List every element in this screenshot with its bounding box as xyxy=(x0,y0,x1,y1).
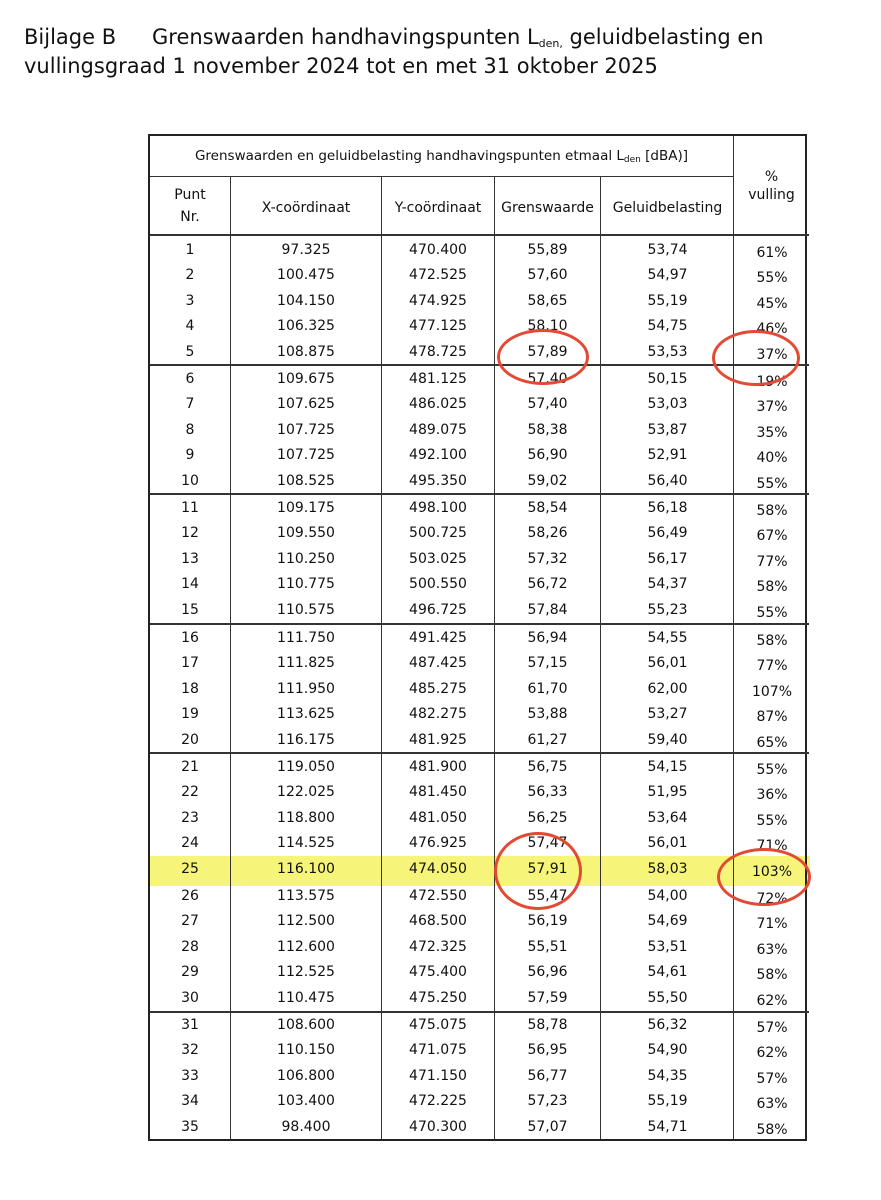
grenswaarde: 57,07 xyxy=(527,1118,568,1135)
table-row xyxy=(150,781,805,806)
grenswaarde: 56,90 xyxy=(527,447,568,464)
vulling-percent: 87% xyxy=(756,709,788,726)
x-coordinate: 98.400 xyxy=(281,1118,331,1135)
geluidbelasting: 62,00 xyxy=(647,680,688,697)
geluidbelasting: 58,03 xyxy=(647,860,688,877)
punt-header-line2: Nr. xyxy=(180,209,200,225)
x-coordinate: 112.600 xyxy=(277,938,335,955)
punt-nr: 2 xyxy=(185,267,195,284)
vulling-percent: 67% xyxy=(756,528,788,545)
x-coordinate: 112.500 xyxy=(277,913,335,930)
x-coordinate: 113.625 xyxy=(277,706,335,723)
grenswaarde: 57,60 xyxy=(527,267,568,284)
x-coordinate: 104.150 xyxy=(277,292,335,309)
punt-nr: 31 xyxy=(181,1017,199,1033)
geluidbelasting: 50,15 xyxy=(647,371,688,387)
annotation-circle-vulling-5 xyxy=(712,330,800,386)
x-coordinate: 106.325 xyxy=(277,318,335,335)
geluidbelasting: 54,61 xyxy=(647,964,688,981)
punt-nr: 18 xyxy=(181,680,199,697)
table-row xyxy=(150,1090,805,1115)
table-row xyxy=(150,729,805,754)
y-coordinate: 496.725 xyxy=(409,601,467,618)
x-coordinate: 108.875 xyxy=(277,343,335,360)
y-coordinate: 481.125 xyxy=(409,371,467,387)
grenswaarde: 58,10 xyxy=(527,318,568,335)
table-row xyxy=(150,341,805,366)
vulling-percent: 19% xyxy=(756,374,788,390)
y-coordinate: 485.275 xyxy=(409,680,467,697)
x-coordinate: 108.600 xyxy=(277,1017,335,1033)
grenswaarde: 57,91 xyxy=(527,860,568,877)
y-coordinate: 481.900 xyxy=(409,759,467,775)
punt-nr: 7 xyxy=(185,396,195,413)
grenswaarde: 57,32 xyxy=(527,550,568,567)
geluidbelasting: 54,69 xyxy=(647,913,688,930)
column-header-geluidbelasting: Geluidbelasting xyxy=(612,200,723,216)
punt-nr: 12 xyxy=(181,525,199,542)
annotation-circle-vulling-25 xyxy=(717,848,811,906)
punt-nr: 9 xyxy=(185,447,195,464)
table-row xyxy=(150,315,805,340)
table-row xyxy=(150,858,805,883)
table-row xyxy=(150,368,805,393)
punt-nr: 22 xyxy=(181,784,199,801)
annotation-circle-grenswaarde-25 xyxy=(494,832,582,910)
y-coordinate: 475.250 xyxy=(409,989,467,1006)
table-row xyxy=(150,419,805,444)
geluidbelasting: 54,90 xyxy=(647,1042,688,1059)
vulling-percent: 37% xyxy=(756,399,788,416)
vulling-percent: 46% xyxy=(756,321,788,338)
punt-nr: 3 xyxy=(185,292,195,309)
heading-title-part1: Grenswaarden handhavingspunten L xyxy=(152,25,539,49)
table-row xyxy=(150,1065,805,1090)
annotation-circle-grenswaarde-5 xyxy=(497,329,589,385)
x-coordinate: 103.400 xyxy=(277,1093,335,1110)
header-divider xyxy=(150,234,809,236)
grenswaarde: 61,27 xyxy=(527,731,568,748)
x-coordinate: 97.325 xyxy=(281,242,331,258)
grenswaarde: 57,23 xyxy=(527,1093,568,1110)
punt-nr: 35 xyxy=(181,1118,199,1135)
vulling-percent: 40% xyxy=(756,450,788,467)
geluidbelasting: 54,15 xyxy=(647,759,688,775)
y-coordinate: 470.300 xyxy=(409,1118,467,1135)
table-row xyxy=(150,497,805,522)
vulling-header xyxy=(734,168,809,204)
y-coordinate: 476.925 xyxy=(409,835,467,852)
vulling-percent: 62% xyxy=(756,1045,788,1062)
table-row xyxy=(150,885,805,910)
grenswaarde: 53,88 xyxy=(527,706,568,723)
geluidbelasting: 53,74 xyxy=(647,242,688,258)
table-row xyxy=(150,573,805,598)
x-coordinate: 107.725 xyxy=(277,447,335,464)
x-coordinate: 110.575 xyxy=(277,601,335,618)
y-coordinate: 477.125 xyxy=(409,318,467,335)
vulling-percent: 55% xyxy=(756,604,788,621)
x-coordinate: 110.475 xyxy=(277,989,335,1006)
punt-nr: 8 xyxy=(185,421,195,438)
grenswaarde: 58,78 xyxy=(527,1017,568,1033)
y-coordinate: 472.550 xyxy=(409,888,467,904)
grenswaarde: 57,59 xyxy=(527,989,568,1006)
table-row xyxy=(150,987,805,1012)
vulling-percent: 63% xyxy=(756,941,788,958)
y-coordinate: 491.425 xyxy=(409,630,467,646)
table-row xyxy=(150,756,805,781)
vulling-percent: 103% xyxy=(751,863,793,880)
punt-nr: 15 xyxy=(181,601,199,618)
punt-nr: 4 xyxy=(185,318,195,335)
x-coordinate: 112.525 xyxy=(277,964,335,981)
punt-nr: 33 xyxy=(181,1067,199,1084)
table-row xyxy=(150,470,805,495)
vulling-percent: 55% xyxy=(756,270,788,287)
page-heading xyxy=(24,26,864,77)
column-header-y: Y-coördinaat xyxy=(394,200,482,216)
grenswaarde: 57,40 xyxy=(527,396,568,413)
geluidbelasting: 54,71 xyxy=(647,1118,688,1135)
punt-nr: 28 xyxy=(181,938,199,955)
y-coordinate: 489.075 xyxy=(409,421,467,438)
vulling-percent: 55% xyxy=(756,475,788,492)
grenswaarde: 56,77 xyxy=(527,1067,568,1084)
vulling-percent: 58% xyxy=(756,579,788,596)
x-coordinate: 111.825 xyxy=(277,655,335,672)
table-row xyxy=(150,1039,805,1064)
column-header-punt xyxy=(150,184,230,228)
vulling-percent: 55% xyxy=(756,812,788,829)
vulling-percent: 58% xyxy=(756,1121,788,1138)
y-coordinate: 471.075 xyxy=(409,1042,467,1059)
vulling-percent: 37% xyxy=(756,346,788,363)
geluidbelasting: 53,53 xyxy=(647,343,688,360)
x-coordinate: 108.525 xyxy=(277,472,335,489)
x-coordinate: 100.475 xyxy=(277,267,335,284)
vulling-percent: 58% xyxy=(756,967,788,984)
geluidbelasting: 55,23 xyxy=(647,601,688,618)
geluidbelasting: 54,35 xyxy=(647,1067,688,1084)
y-coordinate: 481.450 xyxy=(409,784,467,801)
y-coordinate: 486.025 xyxy=(409,396,467,413)
vulling-percent: 55% xyxy=(756,762,788,778)
y-coordinate: 500.725 xyxy=(409,525,467,542)
geluidbelasting: 56,18 xyxy=(647,500,688,516)
punt-nr: 27 xyxy=(181,913,199,930)
geluidbelasting: 59,40 xyxy=(647,731,688,748)
grenswaarde: 57,84 xyxy=(527,601,568,618)
heading-title-sub: den, xyxy=(538,37,563,50)
grenswaarde: 57,47 xyxy=(527,835,568,852)
table-row xyxy=(150,910,805,935)
x-coordinate: 116.175 xyxy=(277,731,335,748)
vulling-percent: 36% xyxy=(756,787,788,804)
x-coordinate: 106.800 xyxy=(277,1067,335,1084)
punt-nr: 5 xyxy=(185,343,195,360)
punt-nr: 17 xyxy=(181,655,199,672)
grenswaarde: 57,40 xyxy=(527,371,568,387)
table-row xyxy=(150,936,805,961)
y-coordinate: 481.925 xyxy=(409,731,467,748)
table-row xyxy=(150,807,805,832)
grenswaarde: 56,33 xyxy=(527,784,568,801)
punt-nr: 25 xyxy=(181,860,199,877)
y-coordinate: 492.100 xyxy=(409,447,467,464)
grenswaarde: 56,75 xyxy=(527,759,568,775)
y-coordinate: 468.500 xyxy=(409,913,467,930)
x-coordinate: 119.050 xyxy=(277,759,335,775)
x-coordinate: 110.775 xyxy=(277,576,335,593)
vulling-percent: 57% xyxy=(756,1020,788,1036)
x-coordinate: 116.100 xyxy=(277,860,335,877)
punt-nr: 26 xyxy=(181,888,199,904)
y-coordinate: 475.400 xyxy=(409,964,467,981)
x-coordinate: 111.750 xyxy=(277,630,335,646)
y-coordinate: 482.275 xyxy=(409,706,467,723)
grenswaarde: 61,70 xyxy=(527,680,568,697)
geluidbelasting: 52,91 xyxy=(647,447,688,464)
punt-nr: 23 xyxy=(181,809,199,826)
vulling-percent: 62% xyxy=(756,992,788,1009)
geluidbelasting: 54,97 xyxy=(647,267,688,284)
geluidbelasting: 54,55 xyxy=(647,630,688,646)
table-row xyxy=(150,522,805,547)
grenswaarde: 55,51 xyxy=(527,938,568,955)
punt-nr: 21 xyxy=(181,759,199,775)
caption-divider xyxy=(150,176,733,177)
table-row xyxy=(150,678,805,703)
punt-nr: 24 xyxy=(181,835,199,852)
punt-header-line1: Punt xyxy=(174,187,206,203)
caption-part2: [dBA)] xyxy=(640,148,689,164)
x-coordinate: 109.550 xyxy=(277,525,335,542)
x-coordinate: 111.950 xyxy=(277,680,335,697)
geluidbelasting: 55,19 xyxy=(647,1093,688,1110)
y-coordinate: 470.400 xyxy=(409,242,467,258)
x-coordinate: 122.025 xyxy=(277,784,335,801)
table-row xyxy=(150,1116,805,1141)
punt-nr: 16 xyxy=(181,630,199,646)
table-row xyxy=(150,393,805,418)
punt-nr: 6 xyxy=(185,371,195,387)
geluidbelasting: 53,27 xyxy=(647,706,688,723)
geluidbelasting: 56,17 xyxy=(647,550,688,567)
column-header-x: X-coördinaat xyxy=(261,200,351,216)
punt-nr: 34 xyxy=(181,1093,199,1110)
grenswaarde: 57,15 xyxy=(527,655,568,672)
x-coordinate: 109.175 xyxy=(277,500,335,516)
y-coordinate: 472.225 xyxy=(409,1093,467,1110)
y-coordinate: 478.725 xyxy=(409,343,467,360)
grenswaarde: 56,72 xyxy=(527,576,568,593)
punt-nr: 1 xyxy=(185,242,195,258)
geluidbelasting: 54,75 xyxy=(647,318,688,335)
caption-part1: Grenswaarden en geluidbelasting handhavingspunten etmaal L xyxy=(194,148,624,164)
vulling-percent: 63% xyxy=(756,1096,788,1113)
y-coordinate: 498.100 xyxy=(409,500,467,516)
x-coordinate: 113.575 xyxy=(277,888,335,904)
punt-nr: 13 xyxy=(181,550,199,567)
x-coordinate: 110.150 xyxy=(277,1042,335,1059)
geluidbelasting: 56,01 xyxy=(647,655,688,672)
y-coordinate: 474.925 xyxy=(409,292,467,309)
grenswaarde: 58,54 xyxy=(527,500,568,516)
x-coordinate: 114.525 xyxy=(277,835,335,852)
geluidbelasting: 56,32 xyxy=(647,1017,688,1033)
y-coordinate: 503.025 xyxy=(409,550,467,567)
heading-title-part2: geluidbelasting en vullingsgraad 1 november 2024 tot en met 31 oktober 2025 xyxy=(24,25,764,78)
caption-sub: den xyxy=(623,155,641,165)
punt-nr: 32 xyxy=(181,1042,199,1059)
appendix-label: Bijlage B xyxy=(24,25,117,49)
vulling-percent: 35% xyxy=(756,424,788,441)
grenswaarde: 58,38 xyxy=(527,421,568,438)
table-row xyxy=(150,444,805,469)
vulling-header-percent: % xyxy=(764,169,779,185)
grenswaarde: 56,94 xyxy=(527,630,568,646)
vulling-percent: 58% xyxy=(756,503,788,519)
grenswaarde: 59,02 xyxy=(527,472,568,489)
y-coordinate: 471.150 xyxy=(409,1067,467,1084)
punt-nr: 30 xyxy=(181,989,199,1006)
grenswaarde: 56,96 xyxy=(527,964,568,981)
table-row xyxy=(150,961,805,986)
x-coordinate: 107.625 xyxy=(277,396,335,413)
vulling-header-label: vulling xyxy=(748,187,795,203)
geluidbelasting: 53,03 xyxy=(647,396,688,413)
vulling-percent: 107% xyxy=(751,683,793,700)
geluidbelasting: 53,87 xyxy=(647,421,688,438)
x-coordinate: 109.675 xyxy=(277,371,335,387)
vulling-percent: 57% xyxy=(756,1070,788,1087)
grenswaarde: 56,95 xyxy=(527,1042,568,1059)
punt-nr: 10 xyxy=(181,472,199,489)
y-coordinate: 495.350 xyxy=(409,472,467,489)
punt-nr: 11 xyxy=(181,500,199,516)
y-coordinate: 472.525 xyxy=(409,267,467,284)
table-row xyxy=(150,290,805,315)
geluidbelasting: 56,01 xyxy=(647,835,688,852)
table-row xyxy=(150,627,805,652)
column-header-grenswaarde: Grenswaarde xyxy=(501,200,594,216)
vulling-percent: 72% xyxy=(756,891,788,907)
geluidbelasting: 51,95 xyxy=(647,784,688,801)
punt-nr: 19 xyxy=(181,706,199,723)
vulling-percent: 77% xyxy=(756,658,788,675)
geluidbelasting: 54,00 xyxy=(647,888,688,904)
grenswaarde: 56,25 xyxy=(527,809,568,826)
grenswaarde: 55,89 xyxy=(527,242,568,258)
grenswaarde: 55,47 xyxy=(527,888,568,904)
x-coordinate: 107.725 xyxy=(277,421,335,438)
geluidbelasting: 54,37 xyxy=(647,576,688,593)
table-row xyxy=(150,1014,805,1039)
y-coordinate: 500.550 xyxy=(409,576,467,593)
table-row xyxy=(150,703,805,728)
y-coordinate: 481.050 xyxy=(409,809,467,826)
table-row xyxy=(150,264,805,289)
y-coordinate: 474.050 xyxy=(409,860,467,877)
table-row xyxy=(150,239,805,264)
limits-table xyxy=(148,134,807,1141)
x-coordinate: 118.800 xyxy=(277,809,335,826)
grenswaarde: 58,65 xyxy=(527,292,568,309)
x-coordinate: 110.250 xyxy=(277,550,335,567)
vulling-percent: 71% xyxy=(756,838,788,855)
table-row xyxy=(150,652,805,677)
punt-nr: 29 xyxy=(181,964,199,981)
punt-nr: 14 xyxy=(181,576,199,593)
grenswaarde: 57,89 xyxy=(527,343,568,360)
table-caption xyxy=(150,148,733,165)
vulling-percent: 45% xyxy=(756,295,788,312)
geluidbelasting: 55,50 xyxy=(647,989,688,1006)
geluidbelasting: 56,40 xyxy=(647,472,688,489)
vulling-percent: 71% xyxy=(756,916,788,933)
table-row xyxy=(150,548,805,573)
geluidbelasting: 55,19 xyxy=(647,292,688,309)
grenswaarde: 58,26 xyxy=(527,525,568,542)
table-row xyxy=(150,599,805,624)
geluidbelasting: 56,49 xyxy=(647,525,688,542)
vulling-percent: 61% xyxy=(756,245,788,261)
punt-nr: 20 xyxy=(181,731,199,748)
vulling-percent: 77% xyxy=(756,553,788,570)
table-row xyxy=(150,832,805,857)
vulling-percent: 65% xyxy=(756,734,788,751)
grenswaarde: 56,19 xyxy=(527,913,568,930)
y-coordinate: 475.075 xyxy=(409,1017,467,1033)
y-coordinate: 472.325 xyxy=(409,938,467,955)
geluidbelasting: 53,51 xyxy=(647,938,688,955)
vulling-percent: 58% xyxy=(756,633,788,649)
y-coordinate: 487.425 xyxy=(409,655,467,672)
geluidbelasting: 53,64 xyxy=(647,809,688,826)
